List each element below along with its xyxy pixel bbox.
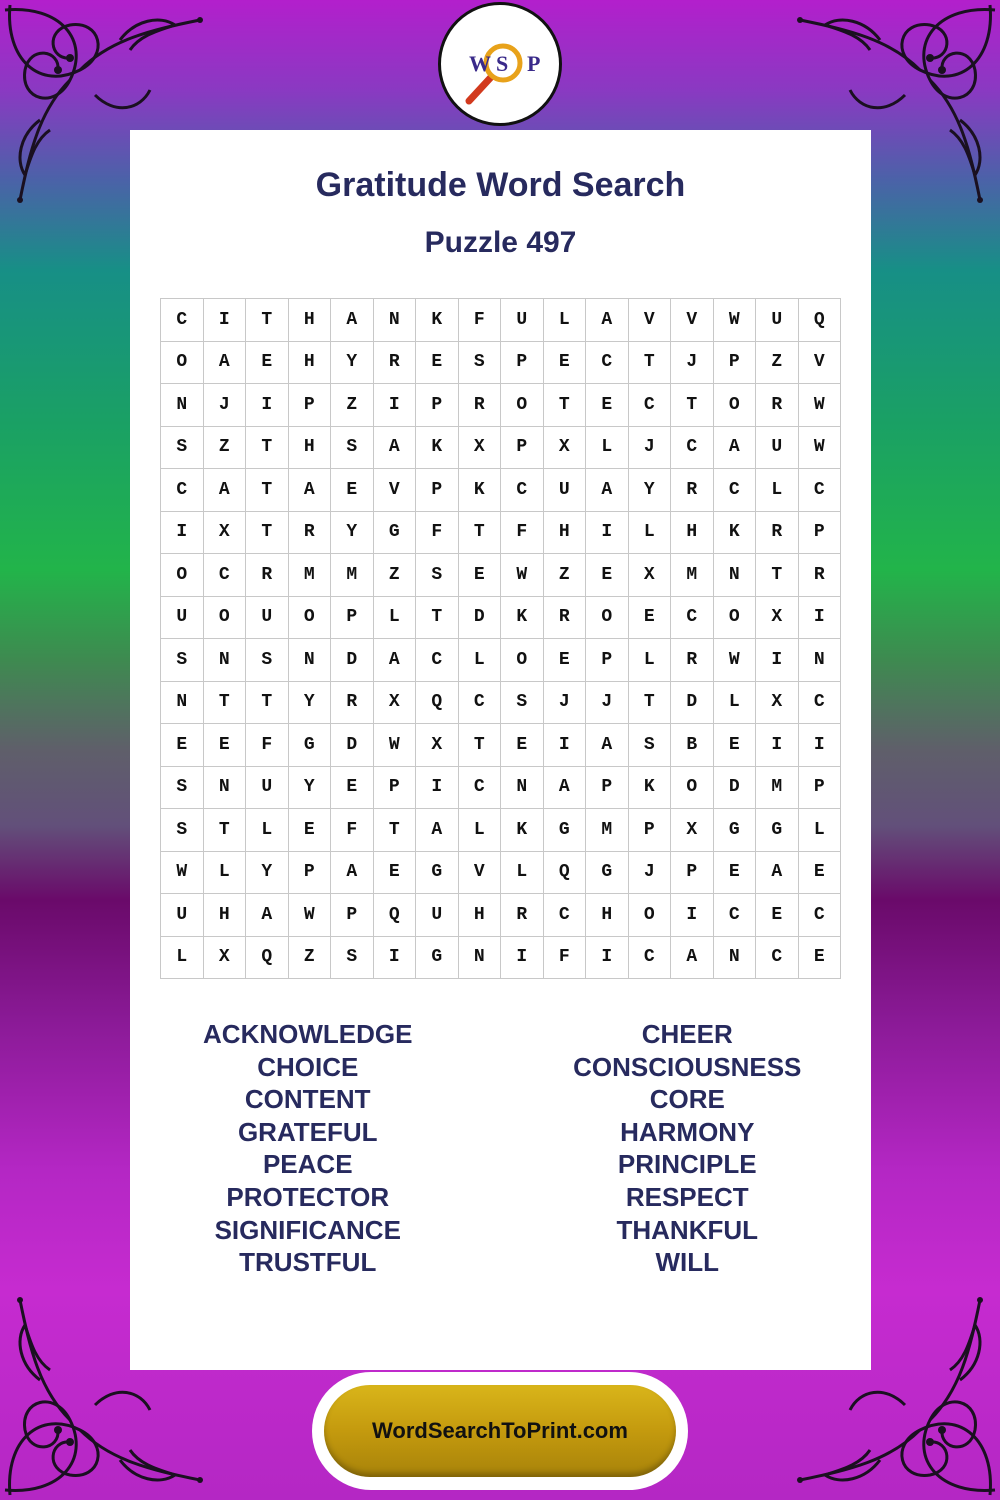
grid-cell[interactable]: E — [161, 724, 204, 767]
grid-cell[interactable]: P — [501, 342, 544, 385]
grid-cell[interactable]: A — [374, 639, 417, 682]
grid-cell[interactable]: F — [459, 299, 502, 342]
grid-cell[interactable]: T — [459, 512, 502, 555]
grid-cell[interactable]: I — [799, 724, 842, 767]
grid-cell[interactable]: F — [501, 512, 544, 555]
site-logo[interactable] — [438, 2, 562, 126]
grid-cell[interactable]: I — [501, 937, 544, 980]
grid-cell[interactable]: G — [416, 852, 459, 895]
grid-cell[interactable]: A — [246, 894, 289, 937]
footer-badge — [312, 1372, 688, 1490]
grid-cell[interactable]: V — [671, 299, 714, 342]
grid-cell[interactable]: E — [204, 724, 247, 767]
word-item: PROTECTOR — [226, 1181, 390, 1212]
grid-cell[interactable]: P — [714, 342, 757, 385]
grid-cell[interactable]: C — [161, 469, 204, 512]
grid-cell[interactable]: U — [161, 894, 204, 937]
grid-cell[interactable]: K — [714, 512, 757, 555]
grid-cell[interactable]: C — [204, 554, 247, 597]
grid-cell[interactable]: I — [799, 597, 842, 640]
grid-cell[interactable]: K — [416, 427, 459, 470]
grid-cell[interactable]: R — [799, 554, 842, 597]
grid-cell[interactable]: S — [331, 937, 374, 980]
word-item: CONSCIOUSNESS — [573, 1051, 802, 1082]
grid-cell[interactable]: Y — [331, 342, 374, 385]
word-list — [130, 1018, 871, 1279]
grid-cell[interactable]: E — [714, 852, 757, 895]
grid-cell[interactable]: A — [586, 469, 629, 512]
grid-cell[interactable]: K — [629, 767, 672, 810]
grid-cell[interactable]: T — [544, 384, 587, 427]
grid-cell[interactable]: R — [756, 512, 799, 555]
grid-cell[interactable]: T — [756, 554, 799, 597]
grid-cell[interactable]: X — [671, 809, 714, 852]
word-item: SIGNIFICANCE — [214, 1214, 401, 1245]
grid-cell[interactable]: C — [161, 299, 204, 342]
grid-cell[interactable]: O — [204, 597, 247, 640]
grid-cell[interactable]: J — [629, 427, 672, 470]
grid-cell[interactable]: L — [629, 512, 672, 555]
grid-cell[interactable]: L — [204, 852, 247, 895]
grid-cell[interactable]: R — [671, 639, 714, 682]
grid-cell[interactable]: E — [586, 384, 629, 427]
grid-cell[interactable]: W — [799, 427, 842, 470]
grid-cell[interactable]: X — [629, 554, 672, 597]
grid-cell[interactable]: T — [246, 299, 289, 342]
grid-cell[interactable]: M — [756, 767, 799, 810]
grid-cell[interactable]: U — [246, 597, 289, 640]
word-item: CHOICE — [257, 1051, 359, 1082]
grid-cell[interactable]: T — [246, 427, 289, 470]
grid-cell[interactable]: S — [161, 427, 204, 470]
grid-cell[interactable]: X — [204, 937, 247, 980]
word-item: TRUSTFUL — [239, 1247, 377, 1278]
grid-cell[interactable]: I — [161, 512, 204, 555]
grid-cell[interactable]: W — [714, 299, 757, 342]
grid-cell[interactable]: N — [714, 554, 757, 597]
grid-cell[interactable]: D — [714, 767, 757, 810]
word-item: PEACE — [262, 1149, 353, 1180]
grid-cell[interactable]: T — [629, 342, 672, 385]
grid-cell[interactable]: I — [204, 299, 247, 342]
grid-cell[interactable]: I — [544, 724, 587, 767]
grid-cell[interactable]: D — [671, 682, 714, 725]
grid-cell[interactable]: S — [416, 554, 459, 597]
word-list-left — [124, 1018, 492, 1279]
grid-cell[interactable]: A — [544, 767, 587, 810]
grid-cell[interactable]: S — [629, 724, 672, 767]
grid-cell[interactable]: Q — [246, 937, 289, 980]
grid-cell[interactable]: C — [629, 384, 672, 427]
grid-cell[interactable]: L — [459, 639, 502, 682]
grid-cell[interactable]: L — [246, 809, 289, 852]
grid-cell[interactable]: A — [331, 852, 374, 895]
grid-cell[interactable]: C — [799, 469, 842, 512]
grid-cell[interactable]: L — [629, 639, 672, 682]
grid-cell[interactable]: A — [714, 427, 757, 470]
grid-cell[interactable]: N — [459, 937, 502, 980]
grid-cell[interactable]: H — [289, 342, 332, 385]
grid-cell[interactable]: K — [416, 299, 459, 342]
grid-cell[interactable]: N — [289, 639, 332, 682]
grid-cell[interactable]: N — [714, 937, 757, 980]
grid-cell[interactable]: E — [374, 852, 417, 895]
word-list-right — [504, 1018, 872, 1279]
grid-cell[interactable]: I — [671, 894, 714, 937]
grid-cell[interactable]: E — [459, 554, 502, 597]
grid-cell[interactable]: J — [671, 342, 714, 385]
grid-cell[interactable]: E — [586, 554, 629, 597]
grid-cell[interactable]: D — [331, 724, 374, 767]
grid-cell[interactable]: P — [629, 809, 672, 852]
grid-cell[interactable]: E — [544, 342, 587, 385]
grid-cell[interactable]: P — [416, 469, 459, 512]
grid-cell[interactable]: S — [459, 342, 502, 385]
grid-cell[interactable]: M — [671, 554, 714, 597]
grid-cell[interactable]: B — [671, 724, 714, 767]
site-link-label: WordSearchToPrint.com — [372, 1418, 628, 1443]
grid-cell[interactable]: R — [544, 597, 587, 640]
grid-cell[interactable]: L — [459, 809, 502, 852]
logo-letter-s: S — [496, 51, 509, 76]
grid-cell[interactable]: P — [374, 767, 417, 810]
word-item: PRINCIPLE — [617, 1149, 757, 1180]
grid-cell[interactable]: I — [586, 512, 629, 555]
grid-cell[interactable]: Z — [289, 937, 332, 980]
grid-cell[interactable]: E — [246, 342, 289, 385]
grid-cell[interactable]: D — [331, 639, 374, 682]
grid-cell[interactable]: A — [586, 724, 629, 767]
grid-cell[interactable]: P — [331, 894, 374, 937]
grid-cell[interactable]: O — [714, 384, 757, 427]
word-item: CONTENT — [244, 1084, 371, 1115]
grid-cell[interactable]: Q — [416, 682, 459, 725]
grid-cell[interactable]: O — [161, 342, 204, 385]
grid-cell[interactable]: N — [161, 384, 204, 427]
grid-cell[interactable]: G — [374, 512, 417, 555]
grid-cell[interactable]: O — [501, 639, 544, 682]
grid-cell[interactable]: R — [756, 384, 799, 427]
grid-cell[interactable]: Q — [374, 894, 417, 937]
grid-cell[interactable]: N — [501, 767, 544, 810]
grid-cell[interactable]: F — [331, 809, 374, 852]
grid-cell[interactable]: M — [289, 554, 332, 597]
grid-cell[interactable]: I — [756, 724, 799, 767]
grid-cell[interactable]: I — [374, 384, 417, 427]
word-item: CHEER — [641, 1019, 733, 1049]
grid-cell[interactable]: W — [161, 852, 204, 895]
grid-cell[interactable]: R — [289, 512, 332, 555]
grid-cell[interactable]: U — [246, 767, 289, 810]
grid-cell[interactable]: L — [714, 682, 757, 725]
grid-cell[interactable]: K — [501, 809, 544, 852]
grid-cell[interactable]: T — [204, 809, 247, 852]
grid-cell[interactable]: Z — [544, 554, 587, 597]
grid-cell[interactable]: S — [161, 767, 204, 810]
grid-cell[interactable]: A — [374, 427, 417, 470]
grid-cell[interactable]: P — [671, 852, 714, 895]
grid-cell[interactable]: F — [544, 937, 587, 980]
grid-cell[interactable]: S — [246, 639, 289, 682]
grid-cell[interactable]: H — [459, 894, 502, 937]
grid-cell[interactable]: A — [586, 299, 629, 342]
grid-cell[interactable]: E — [501, 724, 544, 767]
grid-cell[interactable]: U — [416, 894, 459, 937]
word-item: HARMONY — [620, 1116, 755, 1147]
grid-cell[interactable]: E — [544, 639, 587, 682]
grid-cell[interactable]: C — [586, 342, 629, 385]
grid-cell[interactable]: L — [756, 469, 799, 512]
grid-cell[interactable]: E — [756, 894, 799, 937]
grid-cell[interactable]: I — [374, 937, 417, 980]
grid-cell[interactable]: P — [586, 639, 629, 682]
grid-cell[interactable]: U — [756, 299, 799, 342]
letter-grid — [160, 298, 841, 979]
grid-cell[interactable]: V — [459, 852, 502, 895]
grid-cell[interactable]: F — [416, 512, 459, 555]
grid-cell[interactable]: O — [629, 894, 672, 937]
grid-cell[interactable]: H — [289, 299, 332, 342]
grid-cell[interactable]: M — [586, 809, 629, 852]
grid-cell[interactable]: R — [246, 554, 289, 597]
grid-cell[interactable]: A — [416, 809, 459, 852]
logo-letter-p: P — [527, 51, 541, 76]
grid-cell[interactable]: P — [331, 597, 374, 640]
grid-cell[interactable]: Z — [204, 427, 247, 470]
grid-cell[interactable]: X — [416, 724, 459, 767]
grid-cell[interactable]: L — [161, 937, 204, 980]
grid-cell[interactable]: A — [756, 852, 799, 895]
grid-cell[interactable]: A — [331, 299, 374, 342]
logo-letter-w: W — [469, 51, 491, 76]
grid-cell[interactable]: W — [374, 724, 417, 767]
grid-cell[interactable]: K — [459, 469, 502, 512]
grid-cell[interactable]: W — [289, 894, 332, 937]
grid-cell[interactable]: Y — [246, 852, 289, 895]
grid-cell[interactable]: N — [204, 639, 247, 682]
grid-cell[interactable]: P — [586, 767, 629, 810]
grid-cell[interactable]: G — [714, 809, 757, 852]
grid-cell[interactable]: F — [246, 724, 289, 767]
grid-cell[interactable]: R — [459, 384, 502, 427]
page-title: Gratitude Word Search — [315, 166, 686, 204]
grid-cell[interactable]: L — [799, 809, 842, 852]
magnifier-logo-icon — [441, 5, 559, 123]
grid-cell[interactable]: W — [799, 384, 842, 427]
grid-cell[interactable]: Y — [289, 682, 332, 725]
puzzle-card — [130, 130, 871, 1370]
grid-cell[interactable]: E — [289, 809, 332, 852]
word-item: GRATEFUL — [237, 1116, 378, 1147]
grid-cell[interactable]: O — [289, 597, 332, 640]
grid-cell[interactable]: X — [756, 597, 799, 640]
puzzle-number: Puzzle 497 — [424, 226, 577, 259]
grid-cell[interactable]: V — [799, 342, 842, 385]
grid-cell[interactable]: X — [756, 682, 799, 725]
grid-cell[interactable]: J — [204, 384, 247, 427]
grid-cell[interactable]: P — [799, 767, 842, 810]
grid-cell[interactable]: N — [204, 767, 247, 810]
grid-cell[interactable]: V — [629, 299, 672, 342]
grid-cell[interactable]: Z — [756, 342, 799, 385]
grid-cell[interactable]: P — [799, 512, 842, 555]
grid-cell[interactable]: E — [799, 852, 842, 895]
grid-cell[interactable]: I — [586, 937, 629, 980]
grid-cell[interactable]: Q — [799, 299, 842, 342]
word-item: RESPECT — [625, 1181, 749, 1212]
word-item: ACKNOWLEDGE — [203, 1019, 413, 1049]
grid-cell[interactable]: A — [671, 937, 714, 980]
grid-cell[interactable]: U — [161, 597, 204, 640]
grid-cell[interactable]: Q — [544, 852, 587, 895]
grid-cell[interactable]: C — [756, 937, 799, 980]
grid-cell[interactable]: E — [629, 597, 672, 640]
grid-cell[interactable]: N — [374, 299, 417, 342]
grid-cell[interactable]: W — [714, 639, 757, 682]
grid-cell[interactable]: O — [586, 597, 629, 640]
grid-cell[interactable]: U — [544, 469, 587, 512]
grid-cell[interactable]: C — [671, 597, 714, 640]
grid-cell[interactable]: C — [629, 937, 672, 980]
grid-cell[interactable]: U — [756, 427, 799, 470]
grid-cell[interactable]: L — [586, 427, 629, 470]
grid-cell[interactable]: O — [714, 597, 757, 640]
grid-cell[interactable]: C — [799, 894, 842, 937]
grid-cell[interactable]: I — [246, 384, 289, 427]
grid-cell[interactable]: Y — [331, 512, 374, 555]
grid-cell[interactable]: T — [629, 682, 672, 725]
grid-cell[interactable]: N — [799, 639, 842, 682]
grid-cell[interactable]: X — [544, 427, 587, 470]
grid-cell[interactable]: X — [459, 427, 502, 470]
grid-cell[interactable]: G — [586, 852, 629, 895]
grid-cell[interactable]: G — [756, 809, 799, 852]
grid-cell[interactable]: E — [331, 469, 374, 512]
word-item: WILL — [655, 1247, 720, 1278]
grid-cell[interactable]: S — [161, 639, 204, 682]
grid-cell[interactable]: G — [416, 937, 459, 980]
grid-cell[interactable]: S — [501, 682, 544, 725]
grid-cell[interactable]: U — [501, 299, 544, 342]
grid-cell[interactable]: Z — [374, 554, 417, 597]
grid-cell[interactable]: R — [374, 342, 417, 385]
grid-cell[interactable]: C — [714, 469, 757, 512]
grid-cell[interactable]: P — [416, 384, 459, 427]
grid-cell[interactable]: W — [501, 554, 544, 597]
grid-cell[interactable]: T — [246, 512, 289, 555]
grid-cell[interactable]: T — [671, 384, 714, 427]
grid-cell[interactable]: H — [544, 512, 587, 555]
grid-cell[interactable]: T — [246, 469, 289, 512]
grid-cell[interactable]: R — [331, 682, 374, 725]
grid-cell[interactable]: Y — [289, 767, 332, 810]
grid-cell[interactable]: C — [459, 682, 502, 725]
grid-cell[interactable]: R — [501, 894, 544, 937]
grid-cell[interactable]: E — [799, 937, 842, 980]
grid-cell[interactable]: L — [374, 597, 417, 640]
grid-cell[interactable]: R — [671, 469, 714, 512]
grid-cell[interactable]: L — [544, 299, 587, 342]
grid-cell[interactable]: L — [501, 852, 544, 895]
grid-cell[interactable]: H — [289, 427, 332, 470]
grid-cell[interactable]: G — [289, 724, 332, 767]
grid-cell[interactable]: N — [161, 682, 204, 725]
grid-cell[interactable]: A — [204, 469, 247, 512]
grid-cell[interactable]: J — [586, 682, 629, 725]
grid-cell[interactable]: C — [501, 469, 544, 512]
grid-cell[interactable]: D — [459, 597, 502, 640]
grid-cell[interactable]: T — [416, 597, 459, 640]
grid-cell[interactable]: A — [204, 342, 247, 385]
grid-cell[interactable]: H — [671, 512, 714, 555]
grid-cell[interactable]: C — [671, 427, 714, 470]
grid-cell[interactable]: E — [416, 342, 459, 385]
grid-cell[interactable]: P — [289, 852, 332, 895]
site-link-button[interactable] — [324, 1385, 676, 1477]
grid-cell[interactable]: C — [416, 639, 459, 682]
word-item: THANKFUL — [616, 1214, 759, 1245]
grid-cell[interactable]: M — [331, 554, 374, 597]
grid-cell[interactable]: C — [714, 894, 757, 937]
grid-cell[interactable]: I — [416, 767, 459, 810]
grid-cell[interactable]: J — [629, 852, 672, 895]
grid-cell[interactable]: V — [374, 469, 417, 512]
grid-cell[interactable]: Y — [629, 469, 672, 512]
grid-cell[interactable]: C — [544, 894, 587, 937]
grid-cell[interactable]: I — [756, 639, 799, 682]
grid-cell[interactable]: O — [161, 554, 204, 597]
grid-cell[interactable]: X — [204, 512, 247, 555]
grid-cell[interactable]: Z — [331, 384, 374, 427]
grid-cell[interactable]: T — [204, 682, 247, 725]
grid-cell[interactable]: C — [799, 682, 842, 725]
grid-cell[interactable]: X — [374, 682, 417, 725]
grid-cell[interactable]: O — [501, 384, 544, 427]
grid-cell[interactable]: P — [501, 427, 544, 470]
grid-cell[interactable]: J — [544, 682, 587, 725]
word-item: CORE — [649, 1084, 725, 1115]
grid-cell[interactable]: A — [289, 469, 332, 512]
grid-cell[interactable]: H — [204, 894, 247, 937]
grid-cell[interactable]: H — [586, 894, 629, 937]
grid-cell[interactable]: K — [501, 597, 544, 640]
grid-cell[interactable]: G — [544, 809, 587, 852]
grid-cell[interactable]: S — [161, 809, 204, 852]
grid-cell[interactable]: T — [246, 682, 289, 725]
grid-cell[interactable]: O — [671, 767, 714, 810]
grid-cell[interactable]: T — [374, 809, 417, 852]
grid-cell[interactable]: C — [459, 767, 502, 810]
grid-cell[interactable]: P — [289, 384, 332, 427]
grid-cell[interactable]: E — [331, 767, 374, 810]
grid-cell[interactable]: T — [459, 724, 502, 767]
grid-cell[interactable]: S — [331, 427, 374, 470]
grid-cell[interactable]: E — [714, 724, 757, 767]
